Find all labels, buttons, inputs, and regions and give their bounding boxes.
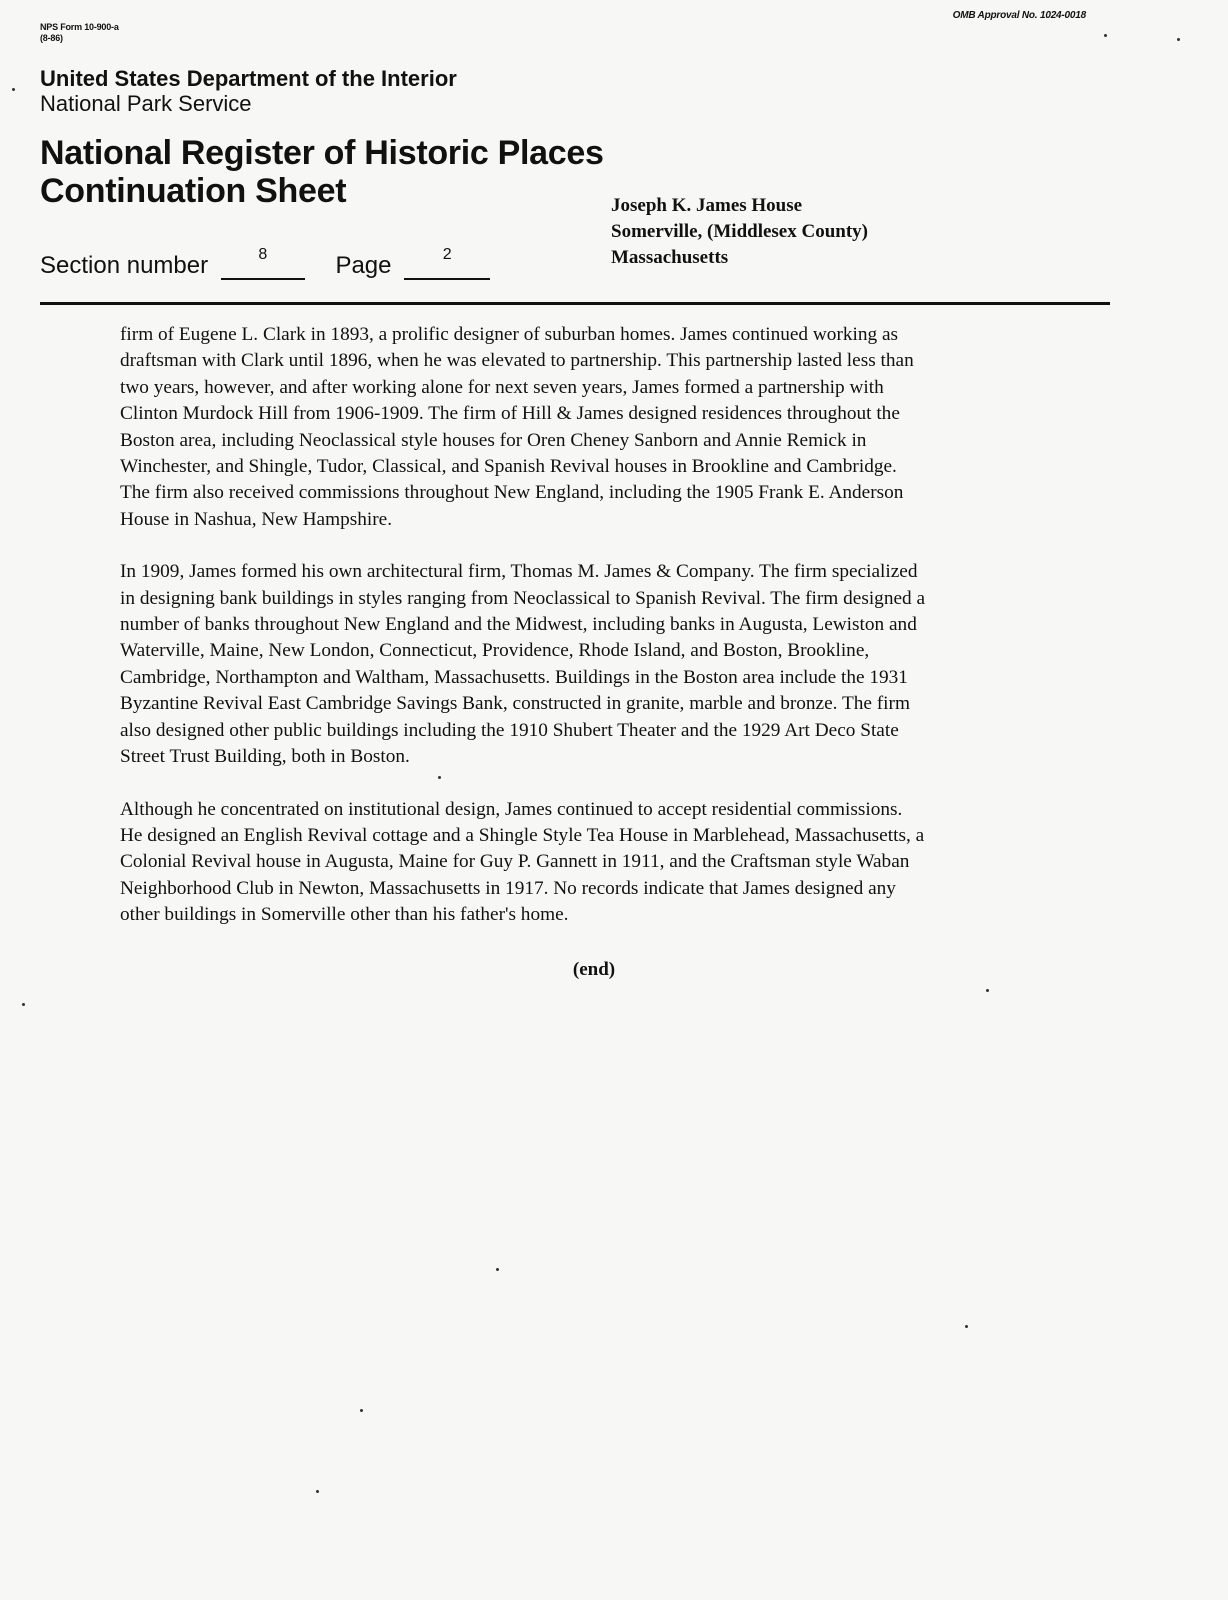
text-line: Byzantine Revival East Cambridge Savings Bank, constructed in granite, marble and bronze. The firm (120, 693, 910, 715)
title-line-2: Continuation Sheet (40, 172, 347, 210)
scan-speck (12, 88, 15, 91)
page-value: 2 (442, 246, 452, 263)
scan-speck (496, 1268, 499, 1271)
text-line: Colonial Revival house in Augusta, Maine for Guy P. Gannett in 1911, and the Craftsman style Waban (120, 851, 910, 873)
text-line: Neighborhood Club in Newton, Massachusetts in 1917. No records indicate that James designed any (120, 877, 896, 899)
paragraph-1 (120, 322, 1060, 533)
text-line: in designing bank buildings in styles ranging from Neoclassical to Spanish Revival. The firm designed a (120, 587, 926, 609)
section-page-row (40, 246, 490, 286)
text-line: two years, however, and after working alone for next seven years, James formed a partnership with (120, 376, 884, 398)
text-line: The firm also received commissions throughout New England, including the 1905 Frank E. Anderson (120, 482, 904, 504)
scan-speck (986, 989, 989, 992)
scan-speck (316, 1490, 319, 1493)
form-number (40, 22, 119, 44)
text-line: Winchester, and Shingle, Tudor, Classical, and Spanish Revival houses in Brookline and Cambridge. (120, 456, 897, 478)
title-line-1: National Register of Historic Places (40, 134, 604, 172)
property-block (611, 193, 868, 271)
department-name: United States Department of the Interior (40, 66, 457, 91)
text-line: Boston area, including Neoclassical style houses for Oren Cheney Sanborn and Annie Remick in (120, 429, 867, 451)
scan-speck (1177, 38, 1180, 41)
text-line: He designed an English Revival cottage and a Shingle Style Tea House in Marblehead, Massachusetts, a (120, 824, 925, 846)
text-line: Clinton Murdock Hill from 1906-1909. The firm of Hill & James designed residences throughout the (120, 403, 900, 425)
scan-speck (965, 1325, 968, 1328)
end-marker: (end) (572, 959, 616, 980)
form-date: (8-86) (40, 33, 63, 43)
section-number-value: 8 (258, 246, 268, 263)
text-line: also designed other public buildings including the 1910 Shubert Theater and the 1929 Art Deco State (120, 719, 899, 741)
text-line: House in Nashua, New Hampshire. (120, 508, 393, 530)
body-text (120, 322, 1060, 955)
agency-heading (40, 66, 457, 116)
text-line: Cambridge, Northampton and Waltham, Massachusetts. Buildings in the Boston area include the 1931 (120, 666, 908, 688)
page-title (40, 134, 604, 210)
text-line: Although he concentrated on institutional design, James continued to accept residential commissions. (120, 798, 903, 820)
omb-approval: OMB Approval No. 1024-0018 (952, 10, 1086, 21)
text-line: Street Trust Building, both in Boston. (120, 746, 410, 768)
text-line: Waterville, Maine, New London, Connecticut, Providence, Rhode Island, and Boston, Brookline, (120, 640, 870, 662)
scan-speck (1104, 34, 1107, 37)
form-number-label: NPS Form 10-900-a (40, 22, 119, 32)
service-name: National Park Service (40, 91, 252, 116)
section-number-label: Section number (40, 252, 209, 279)
scan-speck (438, 776, 441, 779)
text-line: number of banks throughout New England and the Midwest, including banks in Augusta, Lewiston and (120, 614, 917, 636)
scan-speck (360, 1409, 363, 1412)
property-state: Massachusetts (611, 247, 729, 268)
text-line: other buildings in Somerville other than his father's home. (120, 904, 569, 926)
property-name: Joseph K. James House (611, 195, 803, 216)
paragraph-2 (120, 559, 1060, 770)
paragraph-3 (120, 797, 1060, 929)
property-location: Somerville, (Middlesex County) (611, 221, 869, 242)
page-field (404, 246, 490, 280)
text-line: firm of Eugene L. Clark in 1893, a prolific designer of suburban homes. James continued working as (120, 324, 899, 345)
page-label: Page (335, 252, 392, 279)
header-divider (40, 302, 1110, 305)
section-number-field (221, 246, 305, 280)
scan-speck (22, 1003, 25, 1006)
text-line: draftsman with Clark until 1896, when he was elevated to partnership. This partnership lasted less than (120, 350, 914, 372)
text-line: In 1909, James formed his own architectural firm, Thomas M. James & Company. The firm specialized (120, 561, 918, 583)
